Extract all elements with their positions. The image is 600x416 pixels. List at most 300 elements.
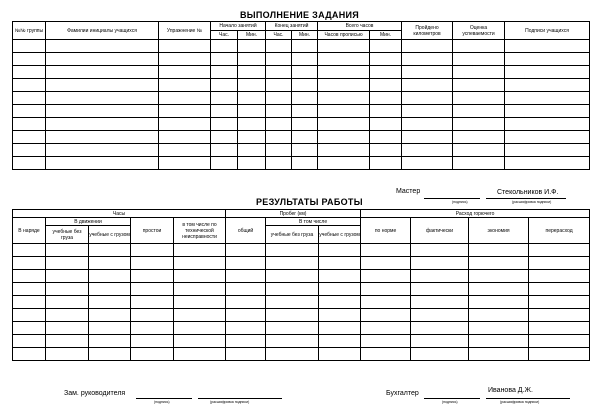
table-cell[interactable] bbox=[505, 79, 590, 92]
table-cell[interactable] bbox=[370, 118, 402, 131]
table-cell[interactable] bbox=[46, 131, 159, 144]
table-cell[interactable] bbox=[89, 296, 131, 309]
table-cell[interactable] bbox=[505, 40, 590, 53]
table-cell[interactable] bbox=[453, 131, 505, 144]
table-cell[interactable] bbox=[453, 157, 505, 170]
table-cell[interactable] bbox=[411, 270, 469, 283]
table-cell[interactable] bbox=[505, 105, 590, 118]
master-label: Мастер bbox=[396, 188, 421, 195]
table-cell[interactable] bbox=[131, 322, 174, 335]
table-cell[interactable] bbox=[238, 144, 266, 157]
table-cell[interactable] bbox=[469, 283, 529, 296]
table-cell[interactable] bbox=[402, 105, 453, 118]
table-cell[interactable] bbox=[292, 53, 318, 66]
table-row bbox=[13, 348, 590, 361]
table-cell[interactable] bbox=[131, 257, 174, 270]
table-cell[interactable] bbox=[174, 296, 226, 309]
master-decode-line bbox=[486, 198, 566, 199]
table-cell[interactable] bbox=[174, 244, 226, 257]
table-cell[interactable] bbox=[13, 40, 46, 53]
table-cell[interactable] bbox=[292, 118, 318, 131]
table-cell[interactable] bbox=[211, 79, 238, 92]
table-cell[interactable] bbox=[89, 348, 131, 361]
table-cell[interactable] bbox=[292, 131, 318, 144]
table-cell[interactable] bbox=[174, 335, 226, 348]
table-cell[interactable] bbox=[226, 270, 266, 283]
table-cell[interactable] bbox=[453, 40, 505, 53]
table-cell[interactable] bbox=[505, 118, 590, 131]
col-idle: простои bbox=[131, 218, 174, 244]
table-cell[interactable] bbox=[529, 257, 590, 270]
table-cell[interactable] bbox=[266, 157, 292, 170]
table-cell[interactable] bbox=[46, 144, 159, 157]
table-cell[interactable] bbox=[131, 296, 174, 309]
col-overspend: перерасход bbox=[529, 218, 590, 244]
deputy-signature-caption: (подпись) bbox=[154, 400, 170, 404]
table-cell[interactable] bbox=[361, 348, 411, 361]
table-cell[interactable] bbox=[319, 244, 361, 257]
table-cell[interactable] bbox=[46, 53, 159, 66]
table-cell[interactable] bbox=[411, 296, 469, 309]
table-cell[interactable] bbox=[411, 244, 469, 257]
table-cell[interactable] bbox=[131, 335, 174, 348]
table-cell[interactable] bbox=[505, 144, 590, 157]
table-cell[interactable] bbox=[46, 270, 89, 283]
table-cell[interactable] bbox=[469, 296, 529, 309]
table-cell[interactable] bbox=[13, 348, 46, 361]
table-cell[interactable] bbox=[402, 66, 453, 79]
table-cell[interactable] bbox=[226, 335, 266, 348]
table-cell[interactable] bbox=[370, 144, 402, 157]
table-cell[interactable] bbox=[529, 244, 590, 257]
table-cell[interactable] bbox=[319, 335, 361, 348]
accountant-signature-line bbox=[424, 398, 480, 399]
table-cell[interactable] bbox=[131, 283, 174, 296]
table-cell[interactable] bbox=[318, 92, 370, 105]
table-cell[interactable] bbox=[266, 144, 292, 157]
table-cell[interactable] bbox=[46, 296, 89, 309]
table-cell[interactable] bbox=[159, 144, 211, 157]
table-cell[interactable] bbox=[238, 79, 266, 92]
col-start: Начало занятий bbox=[211, 22, 266, 31]
table-cell[interactable] bbox=[292, 40, 318, 53]
table-row bbox=[13, 144, 590, 157]
table-cell[interactable] bbox=[89, 309, 131, 322]
col-start-minutes: Мин. bbox=[238, 31, 266, 40]
table-row bbox=[13, 309, 590, 322]
table-cell[interactable] bbox=[13, 105, 46, 118]
table-cell[interactable] bbox=[174, 322, 226, 335]
table-cell[interactable] bbox=[318, 118, 370, 131]
table-cell[interactable] bbox=[211, 144, 238, 157]
table-cell[interactable] bbox=[402, 79, 453, 92]
table-cell[interactable] bbox=[505, 66, 590, 79]
table-cell[interactable] bbox=[453, 118, 505, 131]
table-cell[interactable] bbox=[505, 131, 590, 144]
table-cell[interactable] bbox=[211, 53, 238, 66]
table-cell[interactable] bbox=[411, 309, 469, 322]
table-cell[interactable] bbox=[469, 244, 529, 257]
table-cell[interactable] bbox=[89, 270, 131, 283]
table-cell[interactable] bbox=[46, 244, 89, 257]
table-cell[interactable] bbox=[370, 66, 402, 79]
table-cell[interactable] bbox=[46, 309, 89, 322]
table-cell[interactable] bbox=[226, 322, 266, 335]
table-cell[interactable] bbox=[318, 79, 370, 92]
table-cell[interactable] bbox=[238, 131, 266, 144]
table-cell[interactable] bbox=[89, 257, 131, 270]
table-cell[interactable] bbox=[226, 348, 266, 361]
table-cell[interactable] bbox=[361, 335, 411, 348]
table-row bbox=[13, 257, 590, 270]
task-title: ВЫПОЛНЕНИЕ ЗАДАНИЯ bbox=[240, 10, 360, 20]
table-cell[interactable] bbox=[159, 79, 211, 92]
table-cell[interactable] bbox=[13, 118, 46, 131]
deputy-signature-line bbox=[136, 398, 192, 399]
table-cell[interactable] bbox=[211, 118, 238, 131]
table-cell[interactable] bbox=[46, 118, 159, 131]
table-cell[interactable] bbox=[226, 296, 266, 309]
table-cell[interactable] bbox=[469, 257, 529, 270]
table-cell[interactable] bbox=[266, 40, 292, 53]
table-cell[interactable] bbox=[46, 40, 159, 53]
table-cell[interactable] bbox=[361, 244, 411, 257]
col-incl-tech-faults: в том числе по технической неисправности bbox=[174, 218, 226, 244]
table-cell[interactable] bbox=[13, 283, 46, 296]
table-cell[interactable] bbox=[411, 257, 469, 270]
col-motion-with-cargo: учебные с грузом bbox=[89, 226, 131, 244]
col-end: Конец занятий bbox=[266, 22, 318, 31]
table-cell[interactable] bbox=[238, 92, 266, 105]
table-cell[interactable] bbox=[453, 53, 505, 66]
table-cell[interactable] bbox=[266, 322, 319, 335]
table-cell[interactable] bbox=[226, 283, 266, 296]
table-cell[interactable] bbox=[402, 118, 453, 131]
table-cell[interactable] bbox=[402, 40, 453, 53]
table-cell[interactable] bbox=[211, 92, 238, 105]
table-cell[interactable] bbox=[469, 270, 529, 283]
col-actual: фактически bbox=[411, 218, 469, 244]
table-cell[interactable] bbox=[453, 79, 505, 92]
accountant-decode-caption: (расшифровка подписи) bbox=[500, 400, 540, 404]
table-row bbox=[13, 270, 590, 283]
col-student-signatures: Подписи учащихся bbox=[505, 22, 590, 40]
table-cell[interactable] bbox=[13, 79, 46, 92]
table-cell[interactable] bbox=[318, 131, 370, 144]
results-table bbox=[12, 209, 590, 361]
table-cell[interactable] bbox=[318, 157, 370, 170]
table-cell[interactable] bbox=[292, 92, 318, 105]
table-cell[interactable] bbox=[292, 144, 318, 157]
table-cell[interactable] bbox=[319, 257, 361, 270]
table-cell[interactable] bbox=[174, 348, 226, 361]
table-cell[interactable] bbox=[453, 92, 505, 105]
table-cell[interactable] bbox=[370, 79, 402, 92]
table-cell[interactable] bbox=[266, 118, 292, 131]
table-cell[interactable] bbox=[131, 309, 174, 322]
task-table bbox=[12, 21, 590, 170]
table-cell[interactable] bbox=[529, 283, 590, 296]
accountant-decode-line bbox=[486, 398, 570, 399]
table-row bbox=[13, 118, 590, 131]
table-cell[interactable] bbox=[13, 144, 46, 157]
table-row bbox=[13, 53, 590, 66]
table-cell[interactable] bbox=[211, 66, 238, 79]
table-cell[interactable] bbox=[361, 322, 411, 335]
table-cell[interactable] bbox=[238, 105, 266, 118]
table-row bbox=[13, 283, 590, 296]
table-cell[interactable] bbox=[266, 79, 292, 92]
table-cell[interactable] bbox=[319, 309, 361, 322]
table-cell[interactable] bbox=[238, 40, 266, 53]
col-end-minutes: Мин. bbox=[292, 31, 318, 40]
table-cell[interactable] bbox=[226, 244, 266, 257]
table-cell[interactable] bbox=[370, 40, 402, 53]
table-cell[interactable] bbox=[13, 66, 46, 79]
table-cell[interactable] bbox=[411, 335, 469, 348]
table-cell[interactable] bbox=[159, 66, 211, 79]
col-on-duty: В наряде bbox=[13, 218, 46, 244]
table-cell[interactable] bbox=[46, 283, 89, 296]
table-cell[interactable] bbox=[13, 92, 46, 105]
col-group-no: №№ группы bbox=[13, 22, 46, 40]
table-cell[interactable] bbox=[266, 348, 319, 361]
col-total-hours: Всего часов bbox=[318, 22, 402, 31]
table-cell[interactable] bbox=[159, 131, 211, 144]
table-cell[interactable] bbox=[469, 309, 529, 322]
table-cell[interactable] bbox=[46, 79, 159, 92]
col-total-minutes: Мин. bbox=[370, 31, 402, 40]
table-cell[interactable] bbox=[211, 157, 238, 170]
table-cell[interactable] bbox=[402, 157, 453, 170]
table-cell[interactable] bbox=[13, 244, 46, 257]
table-cell[interactable] bbox=[402, 92, 453, 105]
table-cell[interactable] bbox=[318, 66, 370, 79]
table-cell[interactable] bbox=[292, 105, 318, 118]
table-cell[interactable] bbox=[159, 53, 211, 66]
table-cell[interactable] bbox=[159, 40, 211, 53]
table-cell[interactable] bbox=[292, 79, 318, 92]
table-cell[interactable] bbox=[319, 322, 361, 335]
table-cell[interactable] bbox=[174, 257, 226, 270]
table-row bbox=[13, 92, 590, 105]
table-cell[interactable] bbox=[226, 257, 266, 270]
col-km-passed: Пройдено километров bbox=[402, 22, 453, 40]
table-cell[interactable] bbox=[361, 283, 411, 296]
table-cell[interactable] bbox=[361, 309, 411, 322]
table-cell[interactable] bbox=[13, 335, 46, 348]
table-cell[interactable] bbox=[13, 131, 46, 144]
table-cell[interactable] bbox=[211, 131, 238, 144]
table-cell[interactable] bbox=[453, 144, 505, 157]
table-cell[interactable] bbox=[238, 118, 266, 131]
table-cell[interactable] bbox=[266, 335, 319, 348]
table-cell[interactable] bbox=[370, 53, 402, 66]
table-cell[interactable] bbox=[318, 105, 370, 118]
table-cell[interactable] bbox=[370, 157, 402, 170]
results-table-body bbox=[13, 244, 590, 361]
table-cell[interactable] bbox=[46, 335, 89, 348]
table-cell[interactable] bbox=[89, 283, 131, 296]
table-cell[interactable] bbox=[529, 270, 590, 283]
table-row bbox=[13, 244, 590, 257]
table-cell[interactable] bbox=[89, 322, 131, 335]
master-name: Стекольников И.Ф. bbox=[497, 189, 559, 196]
table-cell[interactable] bbox=[453, 66, 505, 79]
table-cell[interactable] bbox=[402, 144, 453, 157]
col-start-hours: Час. bbox=[211, 31, 238, 40]
table-cell[interactable] bbox=[266, 309, 319, 322]
table-cell[interactable] bbox=[318, 40, 370, 53]
table-cell[interactable] bbox=[46, 348, 89, 361]
table-cell[interactable] bbox=[46, 322, 89, 335]
table-cell[interactable] bbox=[266, 105, 292, 118]
table-cell[interactable] bbox=[411, 322, 469, 335]
table-cell[interactable] bbox=[174, 270, 226, 283]
table-cell[interactable] bbox=[529, 335, 590, 348]
table-cell[interactable] bbox=[13, 257, 46, 270]
table-cell[interactable] bbox=[505, 157, 590, 170]
table-row bbox=[13, 105, 590, 118]
table-cell[interactable] bbox=[469, 348, 529, 361]
table-cell[interactable] bbox=[211, 40, 238, 53]
table-cell[interactable] bbox=[361, 270, 411, 283]
table-cell[interactable] bbox=[211, 105, 238, 118]
table-cell[interactable] bbox=[131, 244, 174, 257]
table-cell[interactable] bbox=[13, 309, 46, 322]
table-cell[interactable] bbox=[159, 157, 211, 170]
table-cell[interactable] bbox=[319, 283, 361, 296]
col-success-grade: Оценка успеваемости bbox=[453, 22, 505, 40]
table-row bbox=[13, 335, 590, 348]
col-mileage: Пробег (км) bbox=[226, 210, 361, 218]
results-title: РЕЗУЛЬТАТЫ РАБОТЫ bbox=[256, 197, 363, 207]
col-mileage-with-cargo: учебные с грузом bbox=[319, 226, 361, 244]
table-cell[interactable] bbox=[318, 53, 370, 66]
table-cell[interactable] bbox=[319, 348, 361, 361]
table-cell[interactable] bbox=[469, 322, 529, 335]
table-cell[interactable] bbox=[174, 309, 226, 322]
table-cell[interactable] bbox=[46, 157, 159, 170]
table-cell[interactable] bbox=[159, 92, 211, 105]
table-cell[interactable] bbox=[529, 309, 590, 322]
col-mileage-no-cargo: учебные без груза bbox=[266, 226, 319, 244]
table-cell[interactable] bbox=[266, 257, 319, 270]
master-signature-line bbox=[424, 198, 480, 199]
table-cell[interactable] bbox=[411, 348, 469, 361]
table-cell[interactable] bbox=[319, 270, 361, 283]
table-cell[interactable] bbox=[505, 92, 590, 105]
table-cell[interactable] bbox=[266, 244, 319, 257]
table-cell[interactable] bbox=[13, 53, 46, 66]
col-exercise-no: Упражнение № bbox=[159, 22, 211, 40]
col-including: В том числе bbox=[266, 218, 361, 226]
table-cell[interactable] bbox=[370, 131, 402, 144]
table-cell[interactable] bbox=[361, 296, 411, 309]
table-cell[interactable] bbox=[266, 283, 319, 296]
table-row bbox=[13, 66, 590, 79]
table-cell[interactable] bbox=[469, 335, 529, 348]
col-mileage-total: общий bbox=[226, 218, 266, 244]
table-cell[interactable] bbox=[529, 296, 590, 309]
table-cell[interactable] bbox=[238, 66, 266, 79]
table-cell[interactable] bbox=[131, 348, 174, 361]
deputy-label: Зам. руководителя bbox=[64, 390, 126, 397]
table-cell[interactable] bbox=[13, 157, 46, 170]
col-end-hours: Час. bbox=[266, 31, 292, 40]
table-cell[interactable] bbox=[266, 66, 292, 79]
accountant-signature-caption: (подпись) bbox=[442, 400, 458, 404]
accountant-name: Иванова Д.Ж. bbox=[488, 387, 533, 394]
table-cell[interactable] bbox=[370, 92, 402, 105]
table-cell[interactable] bbox=[46, 257, 89, 270]
table-row bbox=[13, 131, 590, 144]
table-cell[interactable] bbox=[159, 105, 211, 118]
col-in-motion: В движении bbox=[46, 218, 131, 226]
table-cell[interactable] bbox=[266, 131, 292, 144]
col-hours: Часы bbox=[13, 210, 226, 218]
table-cell[interactable] bbox=[318, 144, 370, 157]
table-cell[interactable] bbox=[266, 296, 319, 309]
table-cell[interactable] bbox=[46, 66, 159, 79]
accountant-label: Бухгалтер bbox=[386, 390, 419, 397]
table-row bbox=[13, 296, 590, 309]
table-cell[interactable] bbox=[238, 53, 266, 66]
table-cell[interactable] bbox=[370, 105, 402, 118]
table-cell[interactable] bbox=[226, 309, 266, 322]
table-row bbox=[13, 40, 590, 53]
deputy-decode-line bbox=[198, 398, 282, 399]
table-cell[interactable] bbox=[266, 270, 319, 283]
table-cell[interactable] bbox=[361, 257, 411, 270]
task-table-body bbox=[13, 40, 590, 170]
table-cell[interactable] bbox=[529, 348, 590, 361]
col-by-norm: по норме bbox=[361, 218, 411, 244]
table-cell[interactable] bbox=[238, 157, 266, 170]
table-cell[interactable] bbox=[292, 66, 318, 79]
deputy-decode-caption: (расшифровка подписи) bbox=[210, 400, 250, 404]
table-cell[interactable] bbox=[411, 283, 469, 296]
col-fuel-consumption: Расход горючего bbox=[361, 210, 590, 218]
col-hours-in-words: Часов прописью bbox=[318, 31, 370, 40]
table-cell[interactable] bbox=[266, 92, 292, 105]
table-cell[interactable] bbox=[174, 283, 226, 296]
table-row bbox=[13, 79, 590, 92]
col-economy: экономия bbox=[469, 218, 529, 244]
table-cell[interactable] bbox=[402, 131, 453, 144]
table-cell[interactable] bbox=[131, 270, 174, 283]
table-cell[interactable] bbox=[46, 92, 159, 105]
table-cell[interactable] bbox=[159, 118, 211, 131]
table-cell[interactable] bbox=[529, 322, 590, 335]
table-row bbox=[13, 322, 590, 335]
table-cell[interactable] bbox=[402, 53, 453, 66]
table-cell[interactable] bbox=[13, 296, 46, 309]
table-cell[interactable] bbox=[13, 270, 46, 283]
master-decode-caption: (расшифровка подписи) bbox=[512, 200, 552, 204]
col-motion-no-cargo: учебные без груза bbox=[46, 226, 89, 244]
table-cell[interactable] bbox=[89, 244, 131, 257]
master-signature-caption: (подпись) bbox=[452, 200, 468, 204]
table-cell[interactable] bbox=[266, 53, 292, 66]
table-cell[interactable] bbox=[505, 53, 590, 66]
table-cell[interactable] bbox=[319, 296, 361, 309]
table-cell[interactable] bbox=[292, 157, 318, 170]
table-cell[interactable] bbox=[46, 105, 159, 118]
table-cell[interactable] bbox=[13, 322, 46, 335]
table-cell[interactable] bbox=[453, 105, 505, 118]
table-cell[interactable] bbox=[89, 335, 131, 348]
